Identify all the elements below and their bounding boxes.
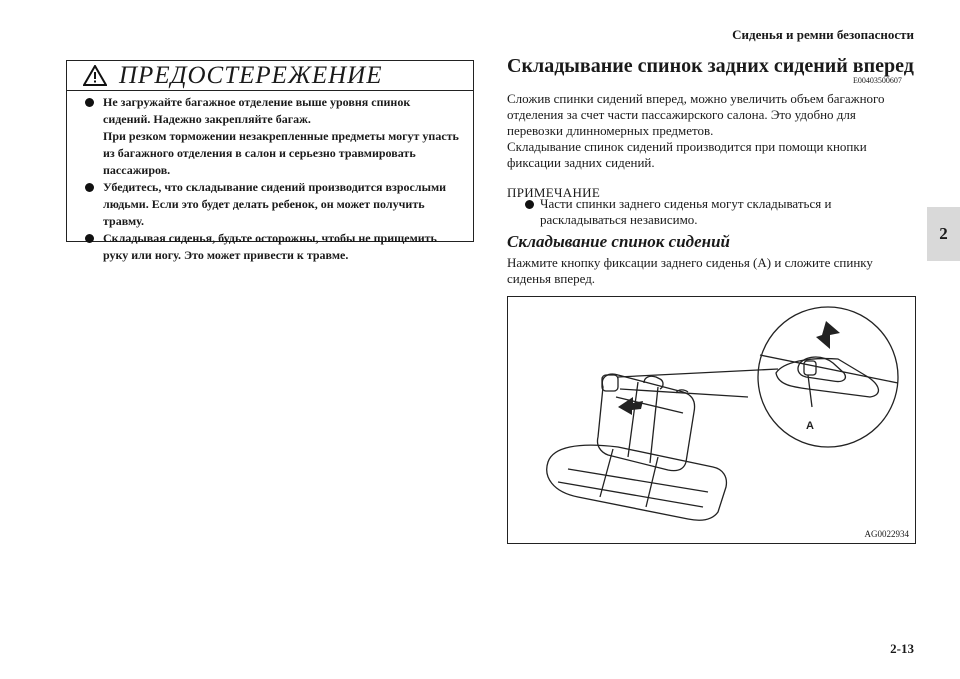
warning-line: Убедитесь, что складывание сидений производится взрослыми: [103, 180, 447, 194]
intro-line: отделения за счет части пассажирского салона. Это удобно для: [507, 107, 856, 122]
bullet-icon: [85, 234, 94, 243]
intro-line: фиксации задних сидений.: [507, 155, 655, 170]
intro-line: Сложив спинки сидений вперед, можно увеличить объем багажного: [507, 91, 885, 106]
body-line: сиденья вперед.: [507, 271, 596, 286]
note-item: [522, 194, 922, 228]
warning-line: сидений. Надежно закрепляйте багаж.: [103, 112, 311, 126]
seat-illustration-figure: [507, 296, 916, 544]
warning-line: Складывая сиденья, будьте осторожны, чтобы не прищемить: [103, 231, 437, 245]
section-title: Складывание спинок задних сидений вперед: [507, 55, 914, 77]
note-line: раскладываться независимо.: [540, 212, 698, 227]
warning-line: Не загружайте багажное отделение выше уровня спинок: [103, 95, 411, 109]
warning-line: руку или ногу. Это может привести к травме.: [103, 248, 349, 262]
intro-line: перевозки длинномерных предметов.: [507, 123, 714, 138]
note-label: ПРИМЕЧАНИЕ: [507, 185, 601, 200]
warning-line: При резком торможении незакрепленные предметы могут упасть: [103, 129, 459, 143]
callout-label-a: A: [806, 420, 814, 432]
warning-triangle-icon: [83, 65, 107, 86]
running-header: Сиденья и ремни безопасности: [732, 27, 914, 42]
chapter-tab-number: 2: [939, 224, 948, 243]
bullet-icon: [85, 98, 94, 107]
figure-code: AG0022934: [864, 529, 909, 539]
subsection-body: [507, 255, 927, 287]
chapter-tab: [927, 207, 960, 261]
section-intro: [507, 91, 927, 171]
body-line: Нажмите кнопку фиксации заднего сиденья (А) и сложите спинку: [507, 255, 873, 270]
section-code: E00403500607: [853, 76, 902, 85]
warning-list: [67, 91, 473, 264]
bullet-icon: [85, 183, 94, 192]
note-line: Части спинки заднего сиденья могут складываться и: [540, 196, 832, 211]
bullet-icon: [525, 200, 534, 209]
rear-seat-illustration: [508, 297, 915, 543]
warning-item: [81, 230, 465, 264]
warning-item: [81, 94, 465, 179]
warning-line: пассажиров.: [103, 163, 171, 177]
warning-title: ПРЕДОСТЕРЕЖЕНИЕ: [119, 61, 383, 89]
warning-line: из багажного отделения в салон и серьезно травмировать: [103, 146, 416, 160]
warning-box: [66, 60, 474, 262]
warning-header: [67, 61, 473, 91]
page-number: 2-13: [890, 641, 914, 656]
subsection-title: Складывание спинок сидений: [507, 232, 731, 251]
warning-item: [81, 179, 465, 230]
warning-line: травму.: [103, 214, 144, 228]
warning-line: людьми. Если это будет делать ребенок, он может получить: [103, 197, 425, 211]
intro-line: Складывание спинок сидений производится при помощи кнопки: [507, 139, 867, 154]
